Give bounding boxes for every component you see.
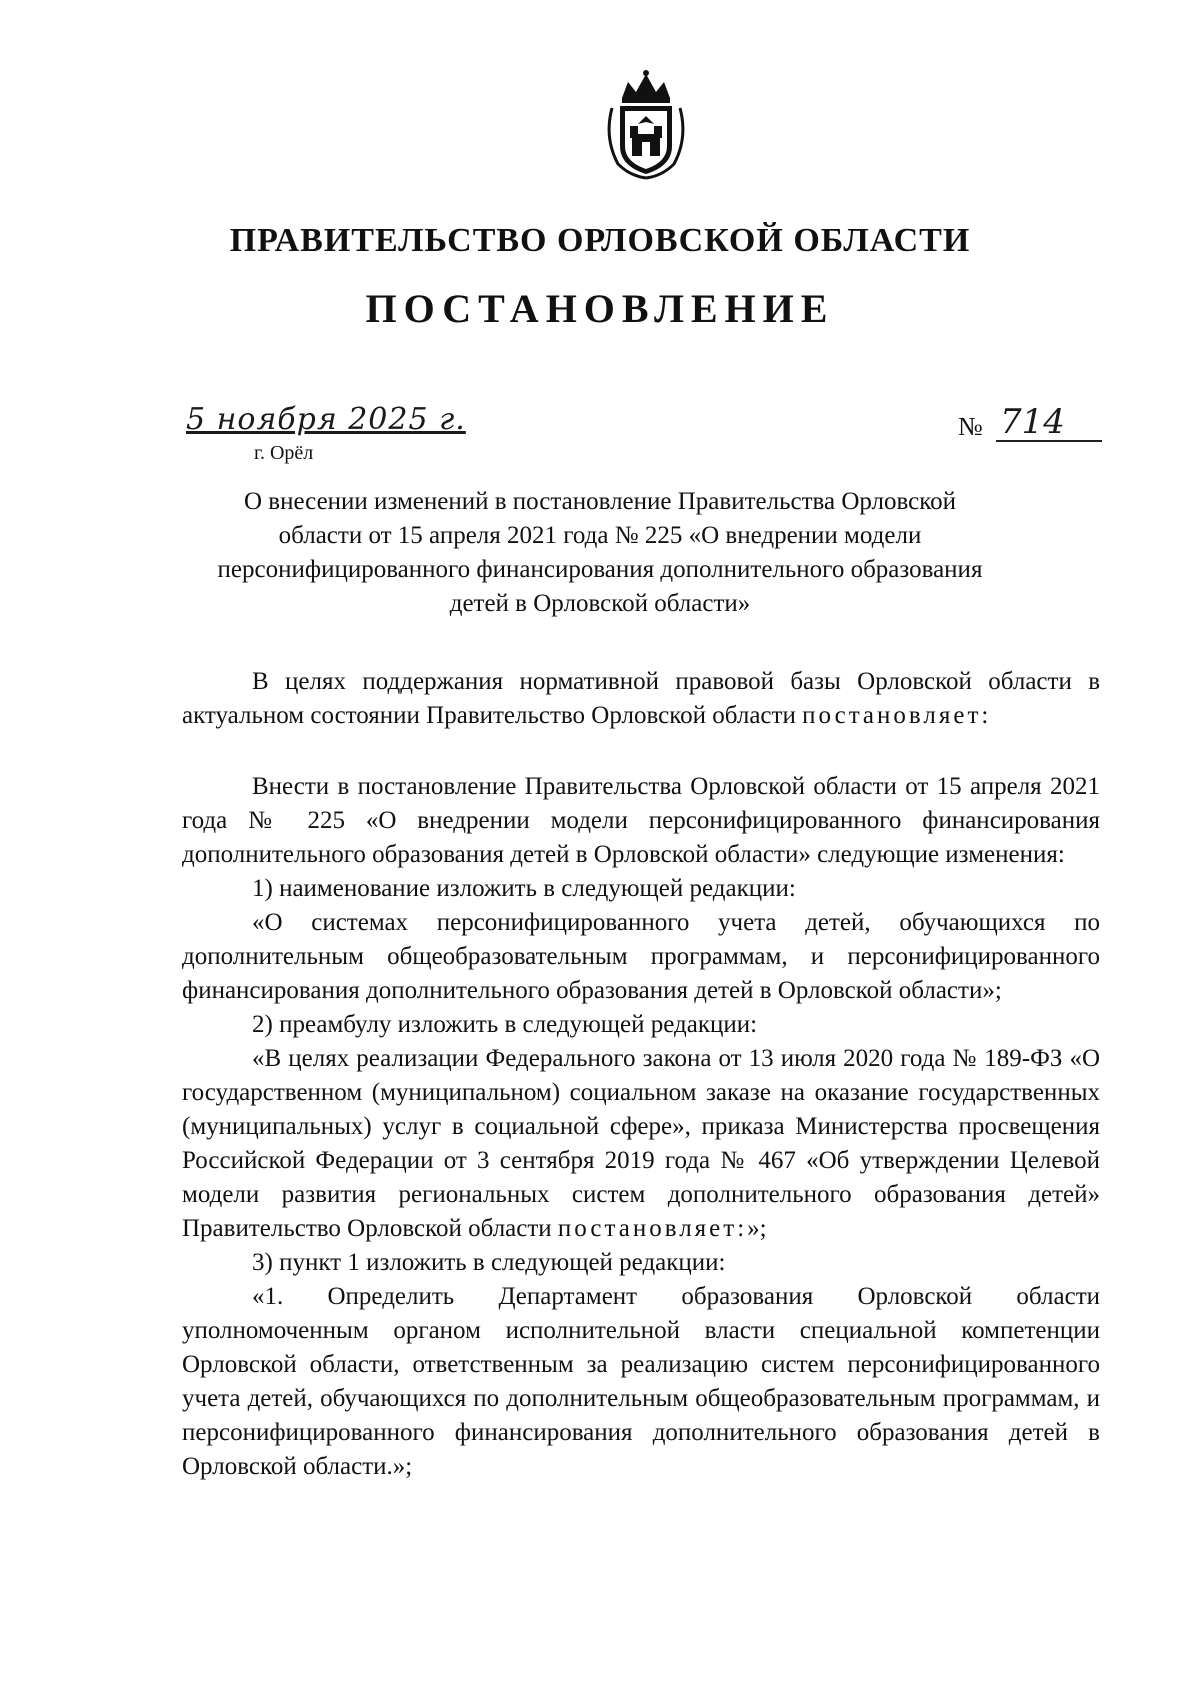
orel-oblast-coat-of-arms-icon	[600, 68, 692, 180]
item-2-text	[182, 1042, 1100, 1246]
number-underline	[996, 440, 1102, 442]
item-1-text: «О системах персонифицированного учета детей, обучающихся по дополнительным общеобразовательным программам, и персонифицированного финансирования дополнительного образования детей в Орловской области»;	[182, 909, 1100, 1004]
intro-text: В целях поддержания нормативной правовой базы Орловской области в актуальном состоянии Правительство Орловской области	[182, 668, 1100, 729]
handwritten-number: 714	[1000, 402, 1065, 442]
item-2: 2) преамбулу изложить в следующей редакции:	[252, 1011, 758, 1038]
number-label: №	[958, 412, 983, 441]
item-2-resolve: постановляет:	[557, 1215, 748, 1242]
city-label: г. Орёл	[254, 442, 314, 464]
intro-resolve: постановляет:	[802, 702, 992, 729]
spacer	[182, 733, 1100, 770]
intro-paragraph	[182, 665, 1100, 733]
document-subject: О внесении изменений в постановление Правительства Орловской области от 15 апреля 2021 года № 225 «О внедрении модели персонифицированного финансирования дополнительного образования детей в Орловской области»	[217, 488, 983, 617]
document-body	[182, 665, 1100, 1484]
item-3-text: «1. Определить Департамент образования Орловской области уполномоченным органом исполнительной власти специальной компетенции Орловской области, ответственным за реализацию систем персонифицированного учета детей, обучающихся по дополнительным общеобразовательным программам, и персонифицированного финансирования дополнительного образования детей в Орловской области.»;	[182, 1283, 1100, 1480]
item-2-text-main: «В целях реализации Федерального закона от 13 июля 2020 года № 189-ФЗ «О государственном (муниципальном) социальном заказе на оказание государственных (муниципальных) услуг в социальной сфере», приказа Министерства просвещения Российской Федерации от 3 сентября 2019 года № 467 «Об утверждении Целевой модели развития региональных систем дополнительного образования детей» Правительство Орловской области	[182, 1045, 1100, 1242]
item-2-text-end: »;	[747, 1215, 767, 1242]
organization-title: ПРАВИТЕЛЬСТВО ОРЛОВСКОЙ ОБЛАСТИ	[229, 222, 971, 259]
document-type-title: ПОСТАНОВЛЕНИЕ	[365, 286, 835, 331]
handwritten-date: 5 ноября 2025 г.	[186, 402, 466, 437]
main-paragraph: Внести в постановление Правительства Орловской области от 15 апреля 2021 года № 225 «О внедрении модели персонифицированного финансирования дополнительного образования детей в Орловской области» следующие изменения:	[182, 773, 1100, 868]
item-3: 3) пункт 1 изложить в следующей редакции:	[252, 1249, 726, 1276]
item-1: 1) наименование изложить в следующей редакции:	[252, 875, 796, 902]
